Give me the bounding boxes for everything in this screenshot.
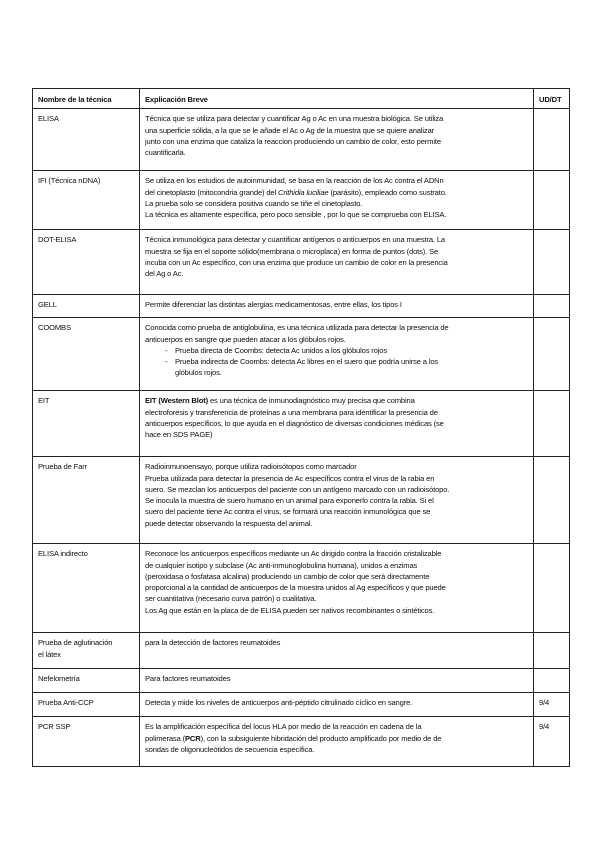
bullet-item: - Prueba directa de Coombs: detecta Ac unidos a los glóbulos rojos [145, 345, 528, 356]
technique-name-cell [33, 669, 140, 693]
ud-dt-cell [534, 109, 570, 171]
table-row [33, 633, 570, 669]
explanation-line: de cualquier isotipo y subclase (Ac anti-inmunoglobulina humana), unidos a enzimas [145, 560, 418, 570]
explanation-cell [140, 171, 534, 230]
table-row [33, 295, 570, 318]
explanation-line: anticuerpos específicos, lo que ayuda en el diagnóstico de diversas condiciones médicas (se [145, 418, 444, 428]
text-segment: (parásito), empleado como sustrato. [328, 187, 447, 197]
explanation-line [145, 733, 528, 744]
explanation-cell [140, 669, 534, 693]
explanation-cell [140, 230, 534, 295]
technique-name: Nefelometría [38, 674, 80, 684]
text-segment: es una técnica de inmunodiagnóstico muy precisa que combina [207, 396, 415, 406]
text-segment: ), con la subsiguiente hibridación del producto amplificado por medio de de [200, 733, 442, 743]
table-row [33, 669, 570, 693]
technique-name: DOT-ELISA [38, 235, 77, 245]
explanation-line: suero. Se mezclan los anticuerpos del paciente con un antígeno marcado con un radioisótopo. [145, 484, 450, 494]
technique-name-cell [33, 295, 140, 318]
explanation-cell [140, 633, 534, 669]
technique-name: Prueba de Farr [38, 462, 87, 472]
ud-dt-cell: 9/4 [534, 717, 570, 767]
ud-dt-cell [534, 230, 570, 295]
explanation-line: electroforesis y transferencia de proteínas a una membrana para identificar la presencia de [145, 407, 438, 417]
bullet-continuation: glóbulos rojos. [175, 368, 222, 378]
explanation-line: Para factores reumatoides [145, 674, 231, 684]
technique-name: COOMBS [38, 323, 71, 333]
table-row [33, 457, 570, 544]
table-row [33, 544, 570, 633]
technique-name: IFI (Técnica nDNA) [38, 176, 101, 186]
bullet-item: - Prueba indirecta de Coombs: detecta Ac libres en el suero que podría unirse a los [145, 356, 528, 367]
ud-dt-cell [534, 457, 570, 544]
explanation-cell [140, 717, 534, 767]
explanation-line: Los Ag que están en la placa de de ELISA pueden ser nativos recombinantes o sintéticos. [145, 605, 435, 615]
explanation-line: hace en SDS PAGE) [145, 430, 213, 440]
technique-name: Prueba Anti-CCP [38, 698, 94, 708]
technique-name-cell [33, 693, 140, 717]
explanation-line: Se inocula la muestra de suero humano en un animal para exponerlo contra la rabia. Si el [145, 496, 434, 506]
technique-name-cell [33, 109, 140, 171]
explanation-line: Permite diferenciar las distintas alergias medicamentosas, entre ellas, los tipos I [145, 300, 402, 310]
table-row [33, 318, 570, 391]
explanation-line: proporcional a la cantidad de anticuerpos de la muestra unidos al Ag específicos y que puede [145, 583, 446, 593]
explanation-line: Técnica inmunológica para detectar y cuantificar antígenos o anticuerpos en una muestra. La [145, 235, 445, 245]
explanation-line: cuantificarla. [145, 148, 186, 158]
technique-name: EIT [38, 396, 50, 406]
technique-name: PCR SSP [38, 722, 71, 732]
technique-name-cell [33, 171, 140, 230]
explanation-line: incuba con un Ac específico, con una enzima que produce un cambio de color en la presencia [145, 257, 448, 267]
technique-name: ELISA [38, 114, 59, 124]
table-row [33, 693, 570, 717]
technique-name-cell [33, 318, 140, 391]
explanation-line: Técnica que se utiliza para detectar y cuantificar Ag o Ac en una muestra biológica. Se utiliza [145, 114, 444, 124]
explanation-line: suero del paciente tiene Ac contra el virus, se formará una reacción inmunológica que se [145, 507, 431, 517]
explanation-line: junto con una enzima que cataliza la reaccion produciendo un cambio de color, esto permite [145, 136, 441, 146]
explanation-line: una superficie sólida, a la que se le añade el Ac o Ag de la muestra que se quiere analizar [145, 125, 435, 135]
explanation-line: Radioinmunoensayo, porque utiliza radioisótopos como marcador [145, 462, 357, 472]
explanation-line: sondas de oligonucleótidos de secuencia específica. [145, 744, 315, 754]
explanation-line: La prueba solo se considera positiva cuando se tiñe el cinetoplasto. [145, 198, 363, 208]
table-body [33, 109, 570, 767]
header-technique-name: Nombre de la técnica [33, 89, 140, 109]
table-row [33, 171, 570, 230]
explanation-line: Detecta y mide los niveles de anticuerpos anti-péptido citrulinado cíclico en sangre. [145, 698, 413, 708]
technique-name-cell [33, 544, 140, 633]
table-row [33, 717, 570, 767]
explanation-line: Reconoce los anticuerpos específicos mediante un Ac dirigido contra la fracción cristalizable [145, 549, 442, 559]
explanation-cell [140, 457, 534, 544]
explanation-line: muestra se fija en el soporte sólido(membrana o microplaca) en forma de puntos (dots). Se [145, 246, 439, 256]
explanation-line: Se utiliza en los estudios de autoinmunidad, se basa en la reacción de los Ac contra el ADNn [145, 176, 444, 186]
technique-name: GELL [38, 300, 57, 310]
explanation-cell [140, 318, 534, 391]
technique-name-cell [33, 230, 140, 295]
ud-dt-cell [534, 171, 570, 230]
text-segment: polimerasa ( [145, 733, 185, 743]
technique-name-cell [33, 391, 140, 457]
explanation-line: Prueba utilizada para detectar la presencia de Ac específicos contra el virus de la rabia en [145, 473, 435, 483]
emphasis-text: Crithidia luciliae [278, 187, 329, 197]
table-row [33, 391, 570, 457]
ud-dt-cell [534, 669, 570, 693]
ud-dt-cell [534, 295, 570, 318]
explanation-cell [140, 295, 534, 318]
technique-name-cell [33, 717, 140, 767]
explanation-line: anticuerpos en sangre que pueden atacar a los glóbulos rojos. [145, 334, 346, 344]
emphasis-text: EIT (Western Blot) [145, 396, 208, 406]
technique-name: ELISA indirecto [38, 549, 88, 559]
table-row [33, 109, 570, 171]
explanation-line [145, 187, 528, 198]
explanation-line: (peroxidasa o fosfatasa alcalina) produciendo un cambio de color que será directamente [145, 571, 430, 581]
table-row [33, 230, 570, 295]
technique-name: el látex [38, 649, 61, 659]
technique-name-cell [33, 457, 140, 544]
emphasis-text: PCR [184, 733, 201, 743]
ud-dt-cell [534, 544, 570, 633]
explanation-cell [140, 544, 534, 633]
explanation-line: La técnica es altamente específica, pero poco sensible , por lo que se comprueba con ELISA. [145, 210, 447, 220]
explanation-line: puede detectar observando la respuesta del animal. [145, 518, 313, 528]
explanation-line: del Ag o Ac. [145, 269, 184, 279]
explanation-line: para la detección de factores reumatoides [145, 638, 281, 648]
explanation-cell [140, 109, 534, 171]
explanation-cell [140, 693, 534, 717]
ud-dt-cell [534, 633, 570, 669]
header-explanation: Explicación Breve [140, 89, 534, 109]
explanation-cell [140, 391, 534, 457]
techniques-table [32, 88, 570, 767]
table-header-row [33, 89, 570, 109]
technique-name: Prueba de aglutinación [38, 638, 113, 648]
text-segment: del cinetoplasto (mitocondria grande) del [145, 187, 278, 197]
explanation-line: Conocida como prueba de antiglobulina, es una técnica utilizada para detectar la presencia de [145, 323, 449, 333]
ud-dt-cell [534, 318, 570, 391]
explanation-line: Es la amplificación específica del locus HLA por medio de la reacción en cadena de la [145, 722, 422, 732]
ud-dt-cell: 9/4 [534, 693, 570, 717]
technique-name-cell [33, 633, 140, 669]
ud-dt-cell [534, 391, 570, 457]
header-ud-dt: UD/DT [534, 89, 570, 109]
explanation-line: ser cuantitativa (necesario curva patrón) o cualitativa. [145, 594, 317, 604]
explanation-line [145, 395, 528, 406]
